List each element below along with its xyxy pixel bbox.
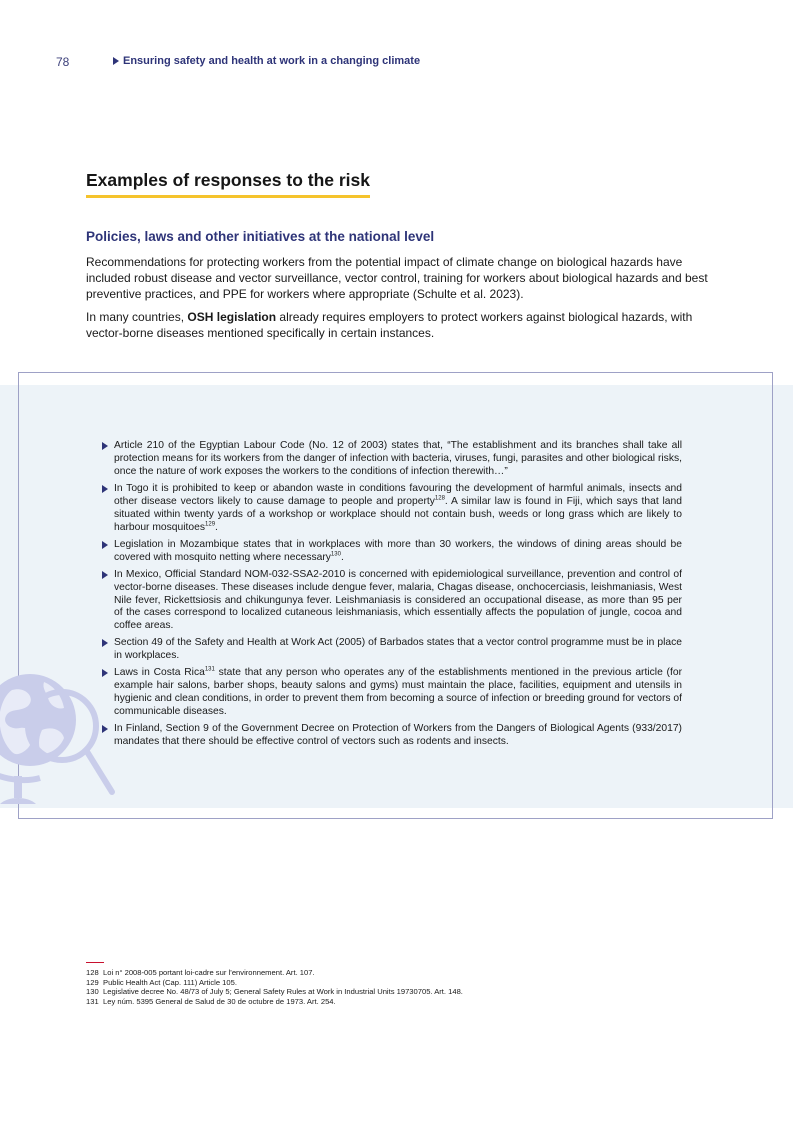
footnote-number: 131 [86, 997, 99, 1007]
list-item [100, 483, 682, 535]
osh-paragraph-start: In many countries, [86, 310, 188, 324]
running-header-title: Ensuring safety and health at work in a changing climate [123, 55, 421, 67]
osh-paragraph [86, 309, 711, 341]
list-item-text: Laws in Costa Rica [114, 667, 205, 679]
list-item-text: In Togo it is prohibited to keep or abandon waste in conditions favouring the development of harmful animals, insects and other disease vectors likely to cause damage to people and property [114, 482, 682, 507]
list-item [100, 637, 682, 663]
footnote-ref[interactable]: 131 [204, 667, 215, 674]
osh-paragraph-end: already requires employers to protect workers against biological hazards, with vector-borne diseases mentioned specifically in certain instances. [86, 310, 693, 340]
running-header [113, 55, 420, 67]
list-item-text: In Mexico, Official Standard NOM-032-SSA2-2010 is concerned with epidemiological surveillance, prevention and control of vector-borne diseases. These diseases include dengue fever, malaria, Chagas disease, onchocerciasis, leishmaniasis, West Nile fever, Rickettsiosis and chikungunya fever. Leishmaniasis is considered an occupational disease, as more than 95 per of the cases correspond to localized cutaneous leishmaniasis, which essentially affects the population of jungle, cocoa and coffee areas. [114, 568, 682, 632]
bullet-triangle-icon [102, 541, 108, 549]
footnote [86, 997, 463, 1007]
bullet-triangle-icon [102, 669, 108, 677]
footnote-text: Loi n° 2008-005 portant loi-cadre sur l’environnement. Art. 107. [103, 968, 315, 977]
footnote-text: Legislative decree No. 48/73 of July 5; General Safety Rules at Work in Industrial Units 19730705. Art. 148. [103, 987, 463, 997]
list-item [100, 569, 682, 634]
bullet-triangle-icon [102, 571, 108, 579]
intro-paragraph: Recommendations for protecting workers from the potential impact of climate change on biological hazards have included robust disease and vector surveillance, vector control, training for workers about biological hazards and best preventive practices, and PPE for workers where appropriate (Schulte et al. 2023). [86, 255, 708, 301]
bullet-triangle-icon [102, 639, 108, 647]
list-item-text: state that any person who operates any of the establishments mentioned in the previous article (for example hair salons, barber shops, beauty salons and gyms) must maintain the place, facilities, equipment and utensils in hygienic and clean conditions, in order to prevent them from becoming a source of infection or breeding ground for vectors of communicable diseases. [114, 667, 683, 718]
footnote-number: 130 [86, 987, 99, 997]
triangle-marker-icon [113, 57, 119, 65]
footnote-number: 128 [86, 968, 99, 977]
list-item-text: Article 210 of the Egyptian Labour Code (No. 12 of 2003) states that, “The establishment and its branches shall take all protection means for its workers from the danger of infection with bacteria, viruses, fungi, parasites and other biological risks, once the nature of work exposes the workers to the conditions of infection therewith…” [114, 440, 682, 477]
list-item-text: . [215, 521, 218, 533]
bullet-triangle-icon [102, 485, 108, 493]
footnote-ref[interactable]: 130 [330, 551, 341, 558]
bullet-triangle-icon [102, 442, 108, 450]
list-item [100, 539, 682, 565]
footnote-ref[interactable]: 129 [205, 521, 216, 528]
list-item [100, 723, 682, 749]
footnotes [86, 968, 463, 1007]
bullet-triangle-icon [102, 725, 108, 733]
footnote-divider [86, 962, 104, 963]
page-number: 78 [56, 55, 70, 69]
section-title: Examples of responses to the risk [86, 170, 370, 198]
footnote-text: Ley núm. 5395 General de Salud de 30 de octubre de 1973. Art. 254. [103, 997, 336, 1007]
list-item-text: Section 49 of the Safety and Health at Work Act (2005) of Barbados states that a vector control programme must be in place in workplaces. [114, 637, 682, 662]
list-item [100, 667, 682, 719]
footnote [86, 978, 463, 988]
footnote [86, 987, 463, 997]
list-item-text: Legislation in Mozambique states that in workplaces with more than 30 workers, the windows of dining areas should be covered with mosquito netting where necessary [114, 538, 682, 563]
footnote-ref[interactable]: 128 [434, 495, 445, 502]
list-item [100, 440, 682, 479]
footnote-text: Public Health Act (Cap. 111) Article 105. [103, 977, 237, 987]
footnote-number: 129 [86, 977, 99, 987]
list-item-text: . A similar law is found in Fiji, which says that land situated within twenty yards of a workshop or workplace should not contain bush, weeds or long grass which are likely to harbour mosquitoes [114, 495, 682, 533]
footnote [86, 968, 463, 978]
list-item-text: . [340, 551, 344, 563]
list-item-text: In Finland, Section 9 of the Government Decree on Protection of Workers from the Dangers of Biological Agents (933/2017) mandates that there should be effective control of vectors such as rodents and insects. [114, 723, 682, 748]
subsection-title: Policies, laws and other initiatives at the national level [86, 229, 435, 244]
legislation-examples-list [100, 440, 682, 753]
osh-legislation-bold: OSH legislation [187, 310, 277, 324]
